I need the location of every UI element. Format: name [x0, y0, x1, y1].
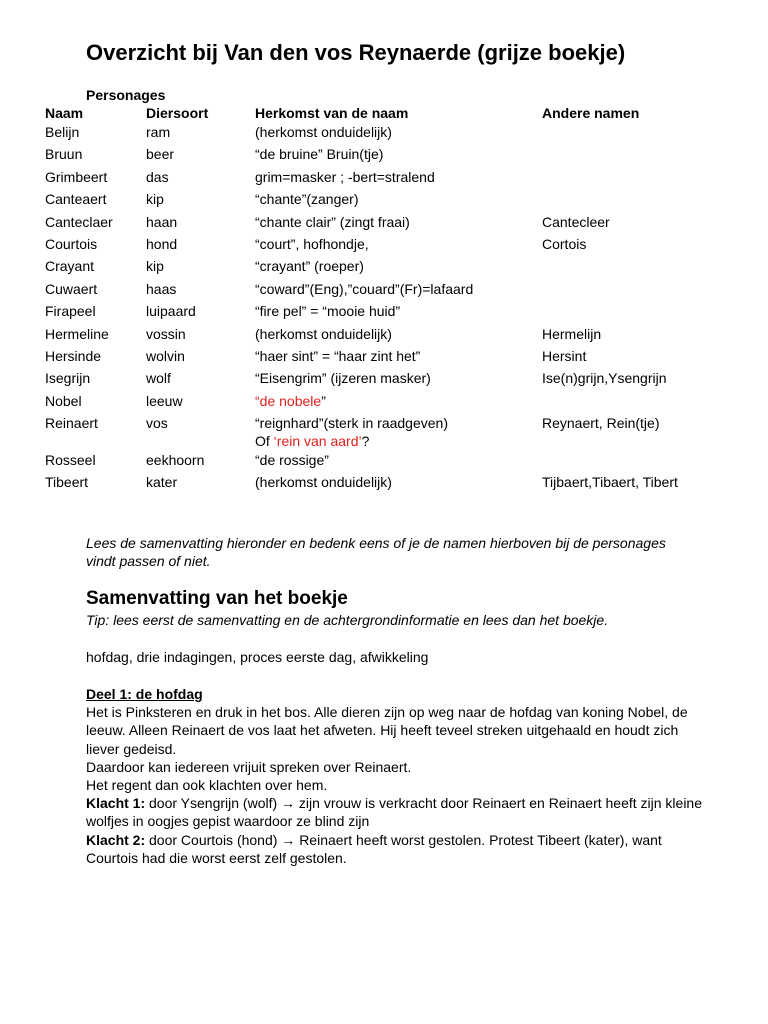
- cell-andere: [542, 257, 745, 279]
- cell-naam: Courtois: [45, 235, 98, 252]
- cell-dier: wolvin: [146, 347, 185, 364]
- table-row: [45, 123, 745, 145]
- cell-andere: Cortois: [542, 235, 587, 252]
- cell-herkomst: “de bruine” Bruin(tje): [255, 146, 384, 163]
- cell-naam: Crayant: [45, 258, 95, 275]
- quote-open: “: [255, 392, 260, 409]
- cell-andere: Tijbaert,Tibaert, Tibert: [542, 474, 678, 491]
- cell-andere: Ise(n)grijn,Ysengrijn: [542, 370, 667, 387]
- cell-herkomst: “chante clair” (zingt fraai): [255, 213, 410, 230]
- cell-dier: haan: [146, 213, 178, 230]
- cell-andere: Hersint: [542, 347, 587, 364]
- cell-dier: das: [146, 168, 169, 185]
- cell-herkomst: “de rossige”: [255, 452, 329, 469]
- cell-dier: kater: [146, 474, 178, 491]
- cell-dier: eekhoorn: [146, 452, 205, 469]
- personages-table: [45, 105, 745, 496]
- personages-heading: Personages: [86, 87, 166, 103]
- table-row-reinaert: [45, 414, 745, 451]
- cell-dier: leeuw: [146, 392, 183, 409]
- cell-naam: Hermeline: [45, 325, 109, 342]
- table-row: [45, 451, 745, 473]
- klacht-2-label: Klacht 2:: [86, 831, 146, 848]
- table-row: [45, 145, 745, 167]
- red-highlight-text: ‘rein van aard’: [273, 433, 362, 450]
- line2-prefix: Of: [255, 433, 274, 450]
- klacht-2-text: door Courtois (hond) → Reinaert heeft worst gestolen. Protest Tibeert (kater), want Courtois had die worst eerst zelf gestolen.: [86, 831, 662, 866]
- cell-naam: Cuwaert: [45, 280, 98, 297]
- cell-herkomst: “fire pel” = “mooie huid”: [255, 303, 401, 320]
- cell-dier: ram: [146, 124, 171, 140]
- cell-herkomst: “chante”(zanger): [255, 191, 359, 208]
- cell-dier: haas: [146, 280, 177, 297]
- deel-1-section: [86, 685, 706, 867]
- table-row-nobel: [45, 392, 745, 414]
- cell-herkomst: “coward”(Eng),”couard”(Fr)=lafaard: [255, 280, 474, 297]
- cell-andere: [542, 451, 745, 473]
- cell-herkomst: [255, 392, 542, 414]
- table-row: [45, 369, 745, 391]
- deel-1-paragraph: Het is Pinksteren en druk in het bos. Alle dieren zijn op weg naar de hofdag van koning Nobel, de leeuw. Alleen Reinaert de vos laat het afweten. Hij heeft teveel streken uitgehaald en houdt zich liever gedeisd.: [86, 704, 688, 757]
- cell-herkomst: (herkomst onduidelijk): [255, 325, 392, 342]
- cell-naam: Firapeel: [45, 303, 96, 320]
- samenvatting-heading: Samenvatting van het boekje: [86, 588, 348, 609]
- red-highlight-text: de nobele: [259, 392, 322, 409]
- table-row: [45, 325, 745, 347]
- cell-dier: kip: [146, 258, 164, 275]
- cell-andere: [542, 168, 745, 190]
- cell-naam: Hersinde: [45, 347, 102, 364]
- deel-1-title: Deel 1: de hofdag: [86, 686, 203, 702]
- cell-andere: [542, 302, 745, 324]
- cell-dier: vos: [146, 415, 168, 432]
- cell-herkomst: grim=masker ; -bert=stralend: [255, 168, 435, 185]
- cell-herkomst: (herkomst onduidelijk): [255, 124, 392, 140]
- cell-andere: [542, 190, 745, 212]
- cell-naam: Canteaert: [45, 191, 107, 208]
- cell-naam: Bruun: [45, 146, 83, 163]
- cell-andere: [542, 392, 745, 414]
- herkomst-line-1: “reignhard”(sterk in raadgeven): [255, 415, 448, 432]
- klacht-1: [86, 794, 706, 830]
- table-row: [45, 190, 745, 212]
- header-andere-namen: Andere namen: [542, 105, 640, 121]
- deel-1-paragraph: Het regent dan ook klachten over hem.: [86, 777, 328, 794]
- table-row: [45, 235, 745, 257]
- table-row: [45, 213, 745, 235]
- cell-herkomst: “Eisengrim” (ijzeren masker): [255, 370, 431, 387]
- cell-dier: luipaard: [146, 303, 196, 320]
- klacht-2: [86, 831, 706, 867]
- table-row: [45, 473, 745, 495]
- cell-andere: [542, 123, 745, 145]
- table-row: [45, 347, 745, 369]
- klacht-1-text: door Ysengrijn (wolf) → zijn vrouw is verkracht door Reinaert en Reinaert heeft zijn kleine wolfjes in oogjes gepist waardoor ze blind zijn: [86, 795, 703, 830]
- cell-naam: Grimbeert: [45, 168, 108, 185]
- cell-herkomst: [255, 414, 542, 451]
- cell-andere: Reynaert, Rein(tje): [542, 415, 660, 432]
- cell-dier: hond: [146, 235, 178, 252]
- topics-line: hofdag, drie indagingen, proces eerste dag, afwikkeling: [86, 649, 429, 665]
- table-row: [45, 280, 745, 302]
- cell-dier: vossin: [146, 325, 186, 342]
- cell-naam: Tibeert: [45, 474, 89, 491]
- cell-naam: Nobel: [45, 392, 82, 409]
- tip-text: Tip: lees eerst de samenvatting en de achtergrondinformatie en lees dan het boekje.: [86, 612, 609, 628]
- instruction-note: Lees de samenvatting hieronder en bedenk eens of je de namen hierboven bij de personages vindt passen of niet.: [86, 535, 666, 569]
- cell-naam: Isegrijn: [45, 370, 91, 387]
- cell-herkomst: (herkomst onduidelijk): [255, 474, 392, 491]
- cell-naam: Reinaert: [45, 415, 98, 432]
- table-header: [45, 105, 745, 123]
- table-row: [45, 257, 745, 279]
- cell-herkomst: “crayant” (roeper): [255, 258, 364, 275]
- page-title: Overzicht bij Van den vos Reynaerde (grijze boekje): [86, 40, 626, 65]
- quote-close: ”: [321, 392, 326, 409]
- table-row: [45, 302, 745, 324]
- cell-naam: Rosseel: [45, 452, 96, 469]
- cell-andere: [542, 145, 745, 167]
- cell-dier: kip: [146, 191, 164, 208]
- cell-naam: Canteclaer: [45, 213, 113, 230]
- header-diersoort: Diersoort: [146, 105, 209, 121]
- herkomst-line-2: [255, 432, 542, 450]
- deel-1-paragraph: Daardoor kan iedereen vrijuit spreken over Reinaert.: [86, 758, 412, 775]
- cell-andere: Cantecleer: [542, 213, 610, 230]
- cell-herkomst: “court”, hofhondje,: [255, 235, 369, 252]
- cell-andere: Hermelijn: [542, 325, 602, 342]
- klacht-1-label: Klacht 1:: [86, 795, 146, 812]
- header-naam: Naam: [45, 105, 84, 121]
- header-herkomst: Herkomst van de naam: [255, 105, 409, 121]
- line2-suffix: ?: [361, 433, 370, 450]
- table-row: [45, 168, 745, 190]
- cell-naam: Belijn: [45, 124, 80, 140]
- cell-andere: [542, 280, 745, 302]
- cell-dier: beer: [146, 146, 175, 163]
- cell-herkomst: “haer sint” = “haar zint het”: [255, 347, 421, 364]
- cell-dier: wolf: [146, 370, 171, 387]
